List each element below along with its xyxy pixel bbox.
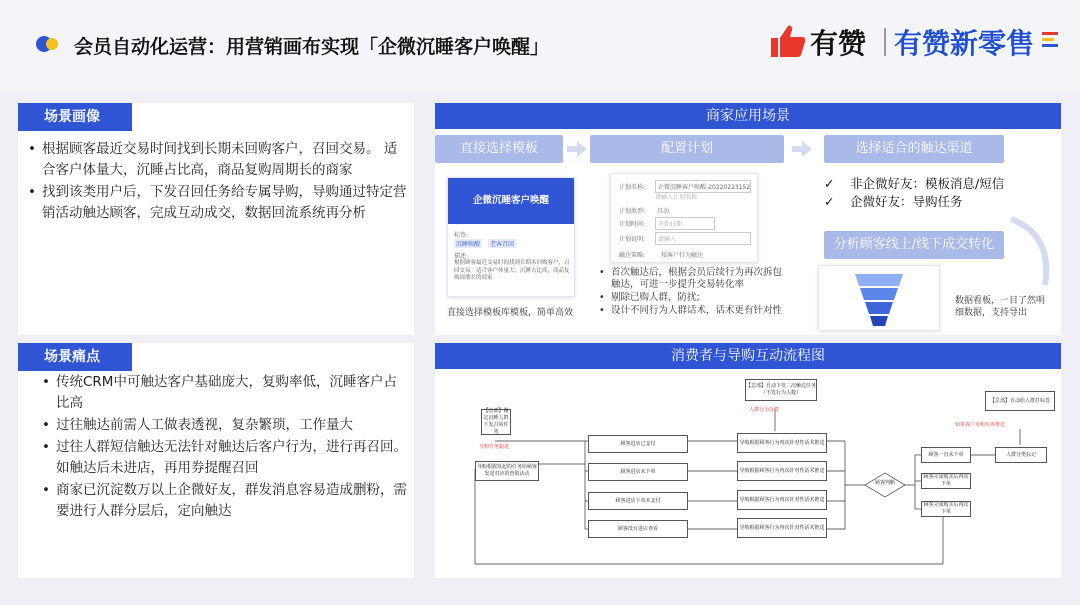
header (0, 0, 1080, 92)
config-date-input[interactable]: 开始日期 (655, 217, 715, 230)
template-tag: 沉睡唤醒 (456, 241, 481, 248)
logo-separator (884, 28, 886, 56)
config-type-radio[interactable]: 自动 (657, 208, 670, 215)
logo-brand-text: 有赞 (810, 27, 867, 60)
flow-node-start: 【总部】圈定沉睡人群 下发召回任务 (481, 409, 511, 435)
channel-text: 企微好友：导购任务 (850, 194, 963, 209)
flow-node-judge: 顾客判断 (874, 480, 895, 486)
merchant-title: 商家应用场景 (435, 103, 1061, 129)
flow-action: 导购根据顾客行为再次针对性话术推送 (737, 461, 827, 481)
list-item: • 首次触达后，根据会员后续行为再次拆包触达，可进一步提升交易转化率 (597, 267, 791, 291)
list-item (824, 193, 1004, 211)
list-item (824, 175, 1004, 193)
flow-node-tag-user: 人群分类标记 (995, 447, 1047, 463)
step-arrow-icon (802, 141, 812, 157)
flow-note: 导购任务跟进 (479, 444, 510, 450)
config-label: 计划类型: (619, 208, 646, 215)
list-item: • 设计不同行为人群话术，话术更有针对性 (597, 305, 791, 317)
config-label: 计划时间: (619, 221, 646, 228)
flow-behavior: 顾客进店已支付 (588, 435, 688, 453)
scenario-panel (18, 103, 414, 335)
page-title: 会员自动化运营：用营销画布实现「企微沉睡客户唤醒」 (74, 36, 550, 58)
pain-bullets (40, 372, 408, 523)
config-label: 触达策略: (619, 252, 646, 259)
list-item: • 传统CRM中可触达客户基础庞大，复购率低，沉睡客户占比高 (40, 372, 408, 414)
list-item: • 过往触达前需人工做表透视，复杂繁琐，工作量大 (40, 415, 408, 436)
flow-note: 如果客户未购买再推送 (955, 422, 1006, 428)
flow-result: 顾客一直未下单 (921, 447, 971, 463)
config-card[interactable] (610, 173, 758, 263)
list-item: • 找到该类用户后，下发召回任务给专属导购，导购通过特定营销活动触达顾客，完成互动成交，数据回流系统再分析 (26, 182, 408, 224)
flow-node-hq-top: 【总部】自动下发二次触达任务（不发行为人数） (745, 379, 817, 401)
step-arrow-icon (577, 141, 587, 157)
curved-arrow-icon (1007, 215, 1057, 301)
funnel-card (818, 265, 940, 331)
flow-action: 导购根据顾客行为再次针对性话术推送 (737, 433, 827, 453)
template-desc-label: 描述: (454, 253, 469, 260)
flow-action: 导购根据顾客行为再次针对性话术推送 (737, 490, 827, 510)
pain-tag: 场景痛点 (18, 343, 132, 371)
flow-result: 顾客完成购买后再次下单 (921, 473, 971, 489)
flow-behavior: 顾客进店未下单 (588, 463, 688, 481)
template-tag: 老客召回 (490, 241, 515, 248)
step-arrow-stem (792, 146, 802, 152)
list-item: • 剔除已购人群，防扰; (597, 292, 791, 304)
logo-lines-icon (1042, 32, 1060, 52)
analysis-caption: 数据看板，一目了然明细数据，支持导出 (955, 296, 1046, 318)
check-icon: ✓ (824, 194, 835, 209)
template-card[interactable] (447, 177, 575, 297)
template-tag-label: 标签: (454, 232, 469, 239)
channel-text: 非企微好友：模板消息/短信 (850, 176, 1005, 191)
step-arrow-stem (567, 146, 577, 152)
step-config-plan: 配置计划 (590, 135, 784, 163)
config-strategy-radio[interactable]: 按客户行为触达 (661, 252, 704, 259)
brand-logo (770, 22, 1070, 62)
merchant-panel (435, 103, 1061, 335)
step-select-channel: 选择适合的触达渠道 (824, 135, 1004, 163)
flow-action: 导购根据顾客行为再次针对性话术推送 (737, 518, 827, 538)
step-select-template: 直接选择模板 (435, 135, 563, 163)
flow-title: 消费者与导购互动流程图 (435, 343, 1061, 369)
flow-result: 顾客完成购买后再次下单 (921, 501, 971, 517)
list-item: • 根据顾客最近交易时间找到长期未回购客户，召回交易。 适合客户体量大，沉睡占比高，商品复购周期长的商家 (26, 139, 408, 181)
title-dots-icon (36, 36, 62, 52)
logo-product-text: 有赞新零售 (894, 27, 1035, 60)
list-item: • 商家已沉淀数万以上企微好友，群发消息容易造成删粉，需要进行人群分层后，定向触达 (40, 480, 408, 522)
template-desc: 根据顾客最近交易时间找到长期未回购客户，召回交易。适合客户体量大，沉睡占比高，商品复购周期长的商家 (454, 260, 570, 281)
config-label: 计划名称: (619, 184, 646, 191)
flow-behavior: 顾客进店下单未支付 (588, 492, 688, 510)
flow-node-guide: 导购根据发起的任务给顾客发送对应的营销活动 (475, 461, 539, 481)
flow-note: 人群行为分群 (749, 407, 780, 413)
flow-panel (435, 343, 1061, 578)
check-icon: ✓ (824, 176, 835, 191)
flow-node-hq-right: 【总部】自动给人群打标签 (985, 391, 1055, 411)
pain-panel (18, 343, 414, 578)
config-bullets (597, 267, 791, 318)
config-name-input[interactable]: 企微沉睡客户唤醒-20220223152 (655, 180, 751, 193)
config-label: 计划说明: (619, 236, 646, 243)
scenario-bullets (26, 139, 408, 225)
step-analysis: 分析顾客线上/线下成交转化 (824, 231, 1004, 259)
flow-behavior: 顾客没有进店查看 (588, 520, 688, 538)
funnel-icon (819, 266, 939, 330)
config-placeholder: 请输入计划名称 (655, 194, 698, 201)
thumbs-up-icon (770, 24, 806, 58)
config-desc-input[interactable]: 请输入 (655, 232, 751, 245)
channel-list (824, 175, 1004, 211)
list-item: • 过往人群短信触达无法针对触达后客户行为，进行再召回。如触达后未进店，再用券提醒召回 (40, 437, 408, 479)
template-card-title: 企微沉睡客户唤醒 (448, 178, 574, 224)
template-caption: 直接选择模板库模板，简单高效 (447, 308, 574, 318)
scenario-tag: 场景画像 (18, 103, 132, 131)
